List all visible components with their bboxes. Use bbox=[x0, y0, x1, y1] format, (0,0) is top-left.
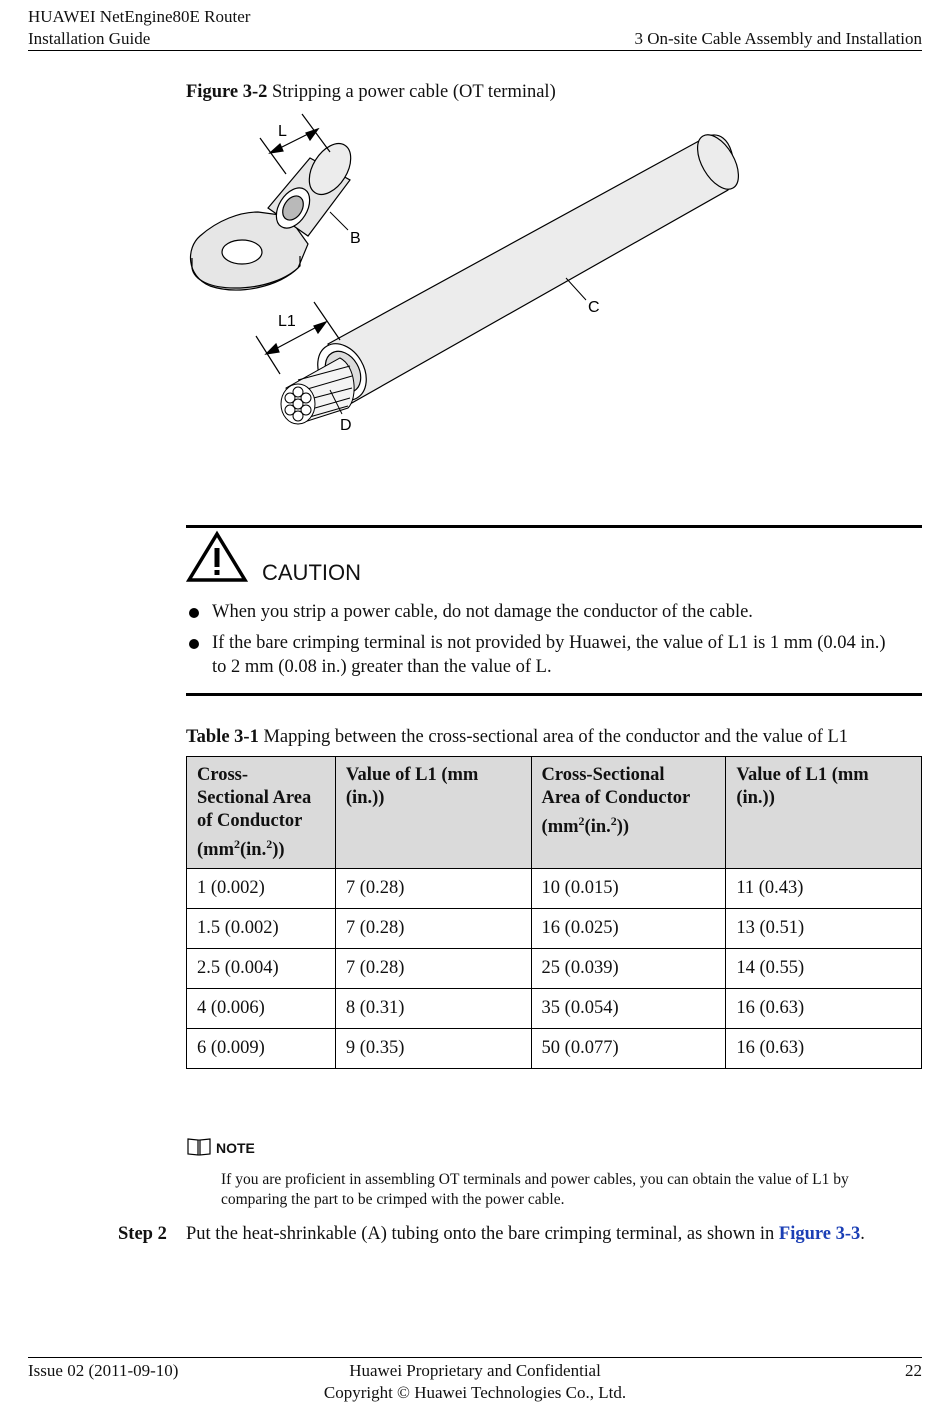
step-end: . bbox=[860, 1224, 865, 1244]
footer-issue: Issue 02 (2011-09-10) bbox=[28, 1361, 179, 1380]
footer-rule bbox=[28, 1357, 922, 1358]
header-cell: Value of L1 (mm (in.)) bbox=[335, 757, 531, 869]
caution-item-2-cont: to 2 mm (0.08 in.) greater than the value of L. bbox=[212, 657, 552, 677]
caution-bottom-rule bbox=[186, 693, 922, 696]
table-cell: 25 (0.039) bbox=[531, 949, 726, 989]
figure-label: Figure 3-2 bbox=[186, 82, 268, 102]
table-cell: 7 (0.28) bbox=[335, 949, 531, 989]
table-header-row bbox=[187, 757, 922, 869]
table-cell: 9 (0.35) bbox=[335, 1029, 531, 1069]
footer-copyright: Copyright © Huawei Technologies Co., Ltd. bbox=[323, 1383, 627, 1402]
table-row bbox=[187, 1029, 922, 1069]
header-chapter: 3 On-site Cable Assembly and Installation bbox=[634, 29, 922, 48]
table-cell: 16 (0.63) bbox=[726, 989, 922, 1029]
note-line-2: comparing the part to be crimped with the power cable. bbox=[221, 1191, 565, 1208]
table-cell: 7 (0.28) bbox=[335, 909, 531, 949]
table-cell: 14 (0.55) bbox=[726, 949, 922, 989]
header-product: HUAWEI NetEngine80E Router bbox=[28, 7, 251, 26]
caution-item-2: If the bare crimping terminal is not provided by Huawei, the value of L1 is 1 mm (0.04 in.) bbox=[212, 633, 886, 653]
callout-c: C bbox=[588, 299, 600, 316]
table-cell: 16 (0.63) bbox=[726, 1029, 922, 1069]
cable-stripping-figure bbox=[180, 108, 760, 438]
table-cell: 50 (0.077) bbox=[531, 1029, 726, 1069]
table-cell: 35 (0.054) bbox=[531, 989, 726, 1029]
table-cell: 8 (0.31) bbox=[335, 989, 531, 1029]
table-cell: 16 (0.025) bbox=[531, 909, 726, 949]
table-cell: 6 (0.009) bbox=[187, 1029, 336, 1069]
table-cell: 4 (0.006) bbox=[187, 989, 336, 1029]
table-cell: 10 (0.015) bbox=[531, 869, 726, 909]
bullet-dot bbox=[189, 608, 199, 618]
bullet-dot bbox=[189, 639, 199, 649]
step-label: Step 2 bbox=[118, 1224, 167, 1244]
warning-triangle-icon bbox=[186, 530, 248, 584]
table-row bbox=[187, 909, 922, 949]
table-cell: 1.5 (0.002) bbox=[187, 909, 336, 949]
callout-d: D bbox=[340, 417, 352, 434]
figure-3-3-link[interactable]: Figure 3-3 bbox=[778, 1224, 861, 1244]
mapping-table bbox=[186, 756, 922, 1069]
table-cell: 1 (0.002) bbox=[187, 869, 336, 909]
note-title: NOTE bbox=[216, 1140, 255, 1156]
callout-l: L bbox=[278, 123, 287, 140]
table-row bbox=[187, 989, 922, 1029]
leader-b bbox=[330, 212, 348, 230]
page-number: 22 bbox=[905, 1361, 922, 1380]
table-row bbox=[187, 949, 922, 989]
power-cable bbox=[308, 128, 747, 409]
caution-top-rule bbox=[186, 525, 922, 528]
table-caption bbox=[186, 727, 848, 748]
callout-l1: L1 bbox=[278, 313, 296, 330]
header-rule bbox=[28, 50, 922, 51]
header-cell: Value of L1 (mm (in.)) bbox=[726, 757, 922, 869]
caution-item-1: When you strip a power cable, do not damage the conductor of the cable. bbox=[212, 602, 753, 622]
caution-title: CAUTION bbox=[262, 560, 361, 585]
table-cell: 13 (0.51) bbox=[726, 909, 922, 949]
figure-caption bbox=[186, 82, 556, 103]
callout-b: B bbox=[350, 230, 361, 247]
step-body: Put the heat-shrinkable (A) tubing onto the bare crimping terminal, as shown in bbox=[186, 1224, 775, 1244]
header-cell: Cross-Sectional Area of Conductor $(mm^2(in.^2))$ bbox=[531, 757, 726, 869]
table-label: Table 3-1 bbox=[186, 727, 259, 747]
table-cell: 7 (0.28) bbox=[335, 869, 531, 909]
note-line-1: If you are proficient in assembling OT terminals and power cables, you can obtain the value of L1 by bbox=[221, 1171, 849, 1188]
table-row bbox=[187, 869, 922, 909]
header-doc-title: Installation Guide bbox=[28, 29, 151, 48]
table-cell: 11 (0.43) bbox=[726, 869, 922, 909]
leader-c bbox=[566, 278, 586, 300]
footer-confidential: Huawei Proprietary and Confidential bbox=[349, 1361, 601, 1380]
table-title: Mapping between the cross-sectional area of the conductor and the value of L1 bbox=[263, 727, 849, 747]
table-cell: 2.5 (0.004) bbox=[187, 949, 336, 989]
header-cell: Cross- Sectional Area of Conductor $(mm^2(in.^2))$ bbox=[187, 757, 336, 869]
book-icon bbox=[186, 1137, 212, 1157]
figure-title: Stripping a power cable (OT terminal) bbox=[271, 82, 556, 102]
step-text bbox=[186, 1224, 865, 1245]
